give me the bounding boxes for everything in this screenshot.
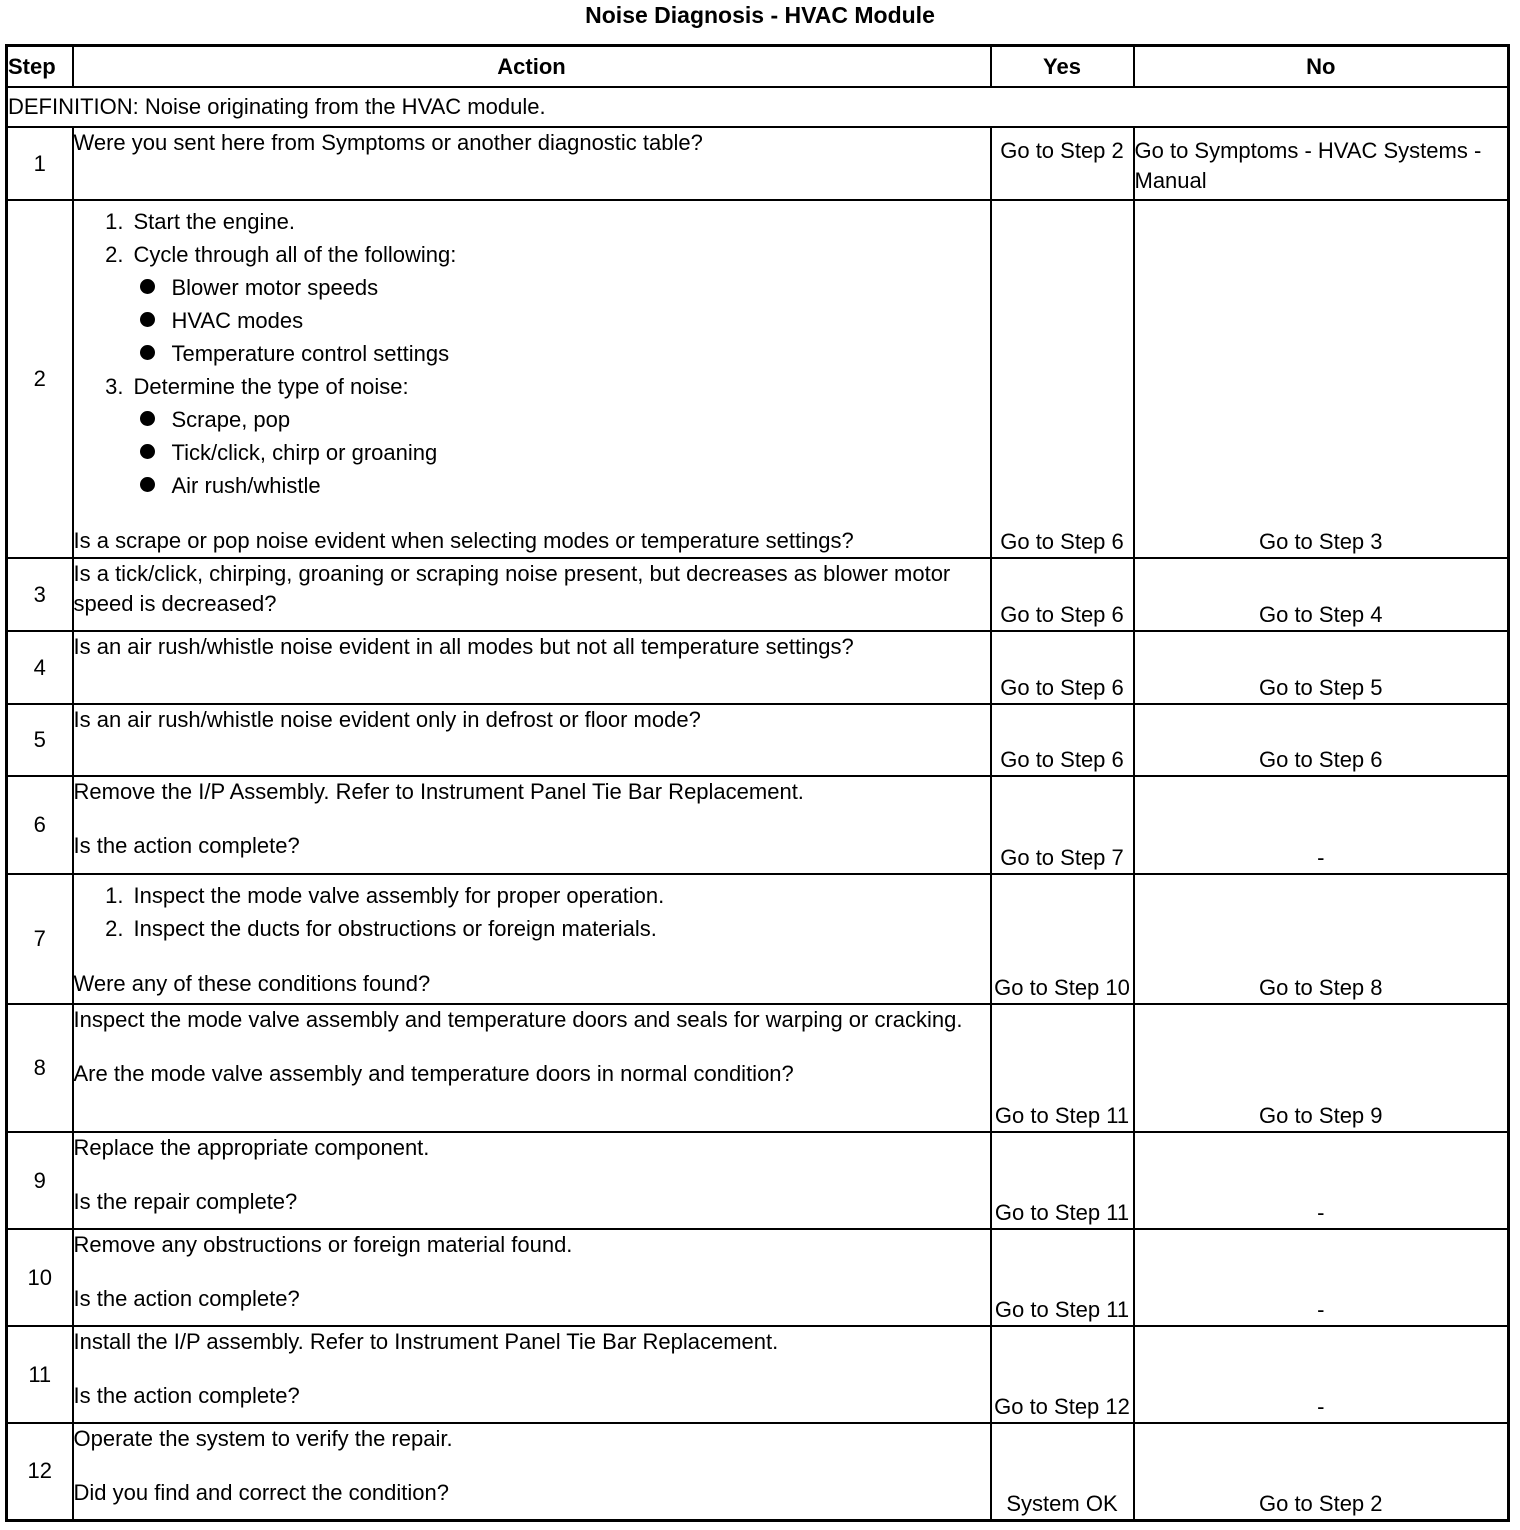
header-action: Action — [73, 46, 991, 88]
bullet-icon — [140, 345, 155, 360]
item-text: Start the engine. — [133, 209, 295, 234]
bullet-icon — [140, 279, 155, 294]
no-cell: Go to Step 9 — [1134, 1004, 1509, 1132]
yes-cell: Go to Step 2 — [991, 127, 1134, 200]
bullet-icon — [140, 477, 155, 492]
action-cell — [73, 558, 991, 631]
action-cell — [73, 631, 991, 704]
table-row — [7, 200, 1509, 558]
table-row — [7, 704, 1509, 776]
action-question: Did you find and correct the condition? — [73, 1480, 449, 1505]
action-question: Were any of these conditions found? — [73, 971, 431, 996]
definition-row — [7, 87, 1509, 127]
action-cell — [73, 874, 991, 1004]
action-text: Is an air rush/whistle noise evident in all modes but not all temperature settings? — [73, 634, 854, 659]
table-row — [7, 1326, 1509, 1423]
step-number: 8 — [7, 1004, 73, 1132]
list-item — [74, 879, 990, 912]
table-row — [7, 1132, 1509, 1229]
bullet-item — [74, 403, 990, 436]
bullet-item — [74, 436, 990, 469]
no-cell: - — [1134, 1326, 1509, 1423]
bullet-list — [74, 271, 990, 370]
diagnostic-table — [5, 44, 1510, 1522]
action-text: Is a tick/click, chirping, groaning or scraping noise present, but decreases as blower motor speed is decreased? — [73, 561, 951, 616]
table-row — [7, 776, 1509, 874]
table-row — [7, 1423, 1509, 1520]
action-text: Remove any obstructions or foreign material found. — [73, 1232, 573, 1257]
yes-cell: Go to Step 7 — [991, 776, 1134, 874]
table-row — [7, 127, 1509, 200]
bullet-text: Tick/click, chirp or groaning — [171, 440, 438, 465]
numbered-list — [74, 205, 990, 502]
header-yes: Yes — [991, 46, 1134, 88]
action-text: Operate the system to verify the repair. — [73, 1426, 453, 1451]
action-text: Inspect the mode valve assembly and temperature doors and seals for warping or cracking. — [73, 1007, 963, 1032]
item-text: Determine the type of noise: — [133, 374, 409, 399]
action-text: Remove the I/P Assembly. Refer to Instrument Panel Tie Bar Replacement. — [73, 779, 804, 804]
item-text: Inspect the ducts for obstructions or foreign materials. — [133, 916, 657, 941]
action-question: Is the repair complete? — [73, 1189, 298, 1214]
table-row — [7, 874, 1509, 1004]
action-question: Is the action complete? — [73, 1286, 300, 1311]
yes-cell: Go to Step 11 — [991, 1004, 1134, 1132]
action-question: Is a scrape or pop noise evident when selecting modes or temperature settings? — [73, 528, 854, 553]
action-question: Are the mode valve assembly and temperature doors in normal condition? — [73, 1061, 794, 1086]
item-number: 2. — [105, 916, 124, 941]
bullet-item — [74, 469, 990, 502]
step-number: 5 — [7, 704, 73, 776]
no-cell: Go to Step 3 — [1134, 200, 1509, 558]
bullet-text: Scrape, pop — [171, 407, 291, 432]
action-question: Is the action complete? — [73, 1383, 300, 1408]
action-text: Were you sent here from Symptoms or another diagnostic table? — [73, 130, 703, 155]
yes-cell: Go to Step 6 — [991, 200, 1134, 558]
no-cell: Go to Step 5 — [1134, 631, 1509, 704]
action-cell — [73, 1229, 991, 1326]
numbered-list — [74, 879, 990, 945]
action-cell — [73, 1423, 991, 1520]
action-text: Is an air rush/whistle noise evident only in defrost or floor mode? — [73, 707, 701, 732]
no-cell: - — [1134, 776, 1509, 874]
action-cell — [73, 200, 991, 558]
bullet-text: Blower motor speeds — [171, 275, 379, 300]
step-number: 4 — [7, 631, 73, 704]
step-number: 1 — [7, 127, 73, 200]
bullet-item — [74, 337, 990, 370]
bullet-icon — [140, 411, 155, 426]
item-number: 1. — [105, 883, 124, 908]
table-row — [7, 631, 1509, 704]
yes-cell: Go to Step 6 — [991, 704, 1134, 776]
action-cell — [73, 127, 991, 200]
list-item — [74, 205, 990, 238]
action-text: Replace the appropriate component. — [73, 1135, 430, 1160]
list-item — [74, 238, 990, 370]
yes-cell: Go to Step 11 — [991, 1132, 1134, 1229]
bullet-icon — [140, 444, 155, 459]
action-question: Is the action complete? — [73, 833, 300, 858]
bullet-item — [74, 271, 990, 304]
header-row — [7, 46, 1509, 88]
list-item — [74, 912, 990, 945]
no-cell: - — [1134, 1229, 1509, 1326]
step-number: 11 — [7, 1326, 73, 1423]
action-cell — [73, 776, 991, 874]
action-cell — [73, 1004, 991, 1132]
action-text: Install the I/P assembly. Refer to Instrument Panel Tie Bar Replacement. — [73, 1329, 779, 1354]
no-cell: Go to Step 8 — [1134, 874, 1509, 1004]
table-row — [7, 1004, 1509, 1132]
yes-cell: System OK — [991, 1423, 1134, 1520]
page-title: Noise Diagnosis - HVAC Module — [585, 2, 935, 28]
bullet-icon — [140, 312, 155, 327]
yes-cell: Go to Step 12 — [991, 1326, 1134, 1423]
no-cell: Go to Step 6 — [1134, 704, 1509, 776]
bullet-text: HVAC modes — [171, 308, 304, 333]
step-number: 3 — [7, 558, 73, 631]
bullet-text: Air rush/whistle — [171, 473, 321, 498]
no-cell: - — [1134, 1132, 1509, 1229]
no-cell: Go to Step 4 — [1134, 558, 1509, 631]
bullet-item — [74, 304, 990, 337]
item-number: 1. — [105, 209, 124, 234]
item-number: 3. — [105, 374, 124, 399]
list-item — [74, 370, 990, 502]
header-step: Step — [7, 46, 73, 88]
item-text: Cycle through all of the following: — [133, 242, 457, 267]
step-number: 9 — [7, 1132, 73, 1229]
action-cell — [73, 1132, 991, 1229]
step-number: 7 — [7, 874, 73, 1004]
no-cell: Go to Symptoms - HVAC Systems - Manual — [1134, 127, 1509, 200]
action-cell — [73, 704, 991, 776]
step-number: 6 — [7, 776, 73, 874]
bullet-text: Temperature control settings — [171, 341, 450, 366]
step-number: 10 — [7, 1229, 73, 1326]
item-number: 2. — [105, 242, 124, 267]
yes-cell: Go to Step 6 — [991, 631, 1134, 704]
step-number: 2 — [7, 200, 73, 558]
definition-text: DEFINITION: Noise originating from the HVAC module. — [7, 87, 1509, 127]
step-number: 12 — [7, 1423, 73, 1520]
action-cell — [73, 1326, 991, 1423]
yes-cell: Go to Step 10 — [991, 874, 1134, 1004]
item-text: Inspect the mode valve assembly for proper operation. — [133, 883, 665, 908]
table-row — [7, 558, 1509, 631]
yes-cell: Go to Step 6 — [991, 558, 1134, 631]
bullet-list — [74, 403, 990, 502]
no-cell: Go to Step 2 — [1134, 1423, 1509, 1520]
header-no: No — [1134, 46, 1509, 88]
yes-cell: Go to Step 11 — [991, 1229, 1134, 1326]
table-row — [7, 1229, 1509, 1326]
